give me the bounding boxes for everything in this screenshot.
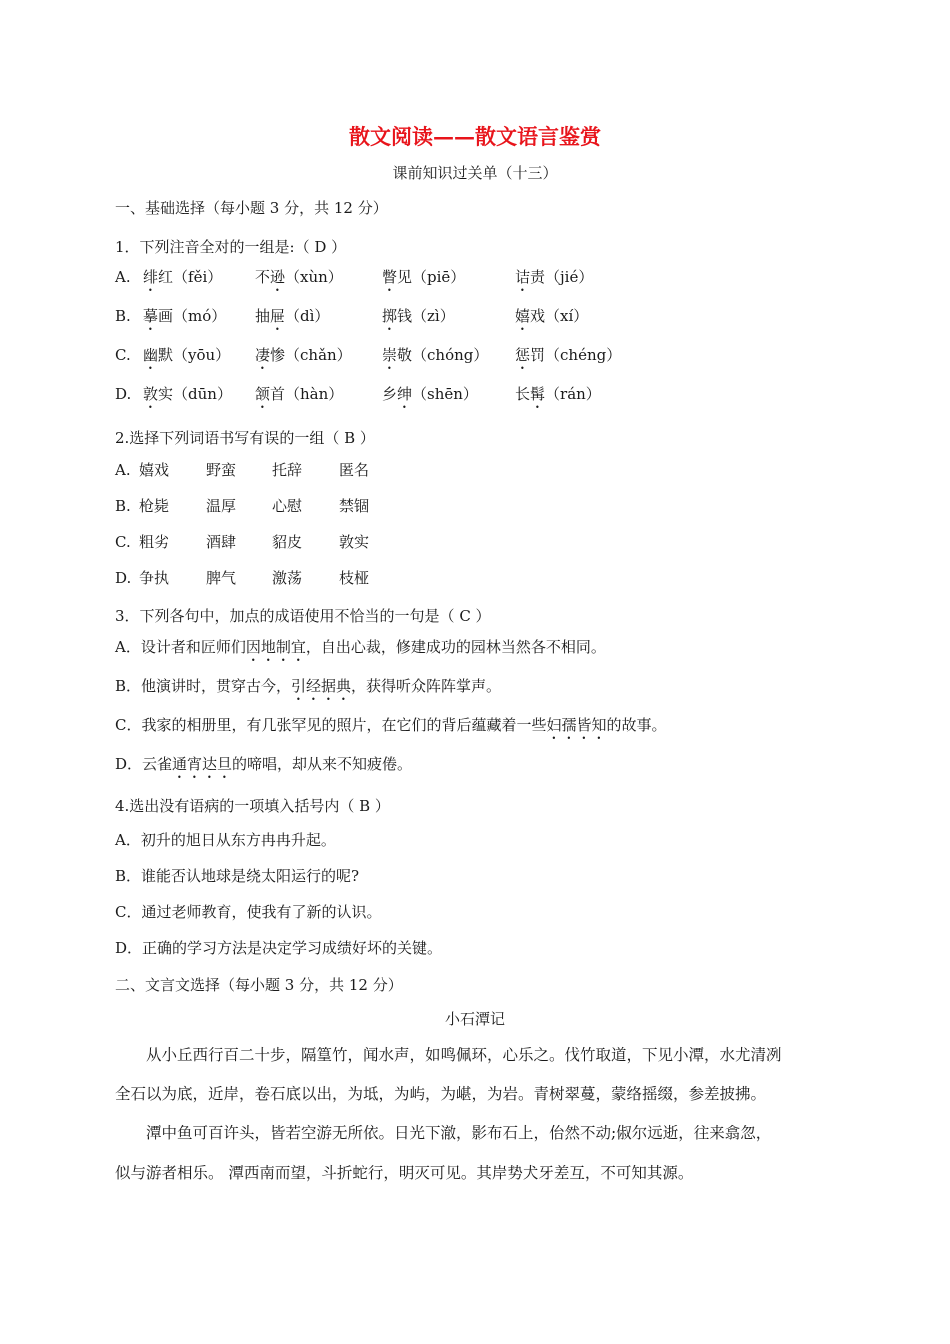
item-suffix: （shēn） <box>412 385 478 403</box>
sentence-suffix: 的故事。 <box>606 716 667 734</box>
sentence-suffix: 的啼唱，却从来不知疲倦。 <box>232 755 413 773</box>
item-prefix: 长 <box>515 385 531 403</box>
item-suffix: 画（mó） <box>158 307 227 325</box>
pinyin-item <box>382 266 465 295</box>
item-suffix: 实（dūn） <box>158 385 232 403</box>
pinyin-item <box>143 383 232 412</box>
dotted-character: 颔 <box>255 385 271 403</box>
dotted-character: 掷 <box>382 307 398 325</box>
dotted-character: 绯 <box>143 268 159 286</box>
sentence-option <box>115 753 412 782</box>
item-suffix: 惨（chǎn） <box>270 346 352 364</box>
pinyin-item <box>515 344 621 373</box>
pinyin-item <box>515 305 588 334</box>
pinyin-item <box>255 344 352 373</box>
item-suffix: 钱（zì） <box>397 307 455 325</box>
pinyin-item <box>515 266 593 295</box>
passage-line: 潭中鱼可百许头，皆若空游无所依。日光下澈，影布石上，佁然不动;俶尔远逝，往来翕忽， <box>146 1124 772 1142</box>
dotted-character: 屉 <box>270 307 286 325</box>
passage-title: 小石潭记 <box>444 1010 505 1028</box>
word-item: 温厚 <box>206 497 237 515</box>
question-4-stem: 4.选出没有语病的一项填入括号内（ B ） <box>115 797 390 815</box>
word-item: 激荡 <box>272 569 303 587</box>
item-prefix: 不 <box>255 268 271 286</box>
item-suffix: （rán） <box>545 385 601 403</box>
dotted-character: 摹 <box>143 307 159 325</box>
item-suffix: 责（jié） <box>530 268 594 286</box>
dotted-character: 幽 <box>143 346 159 364</box>
page-title: 散文阅读——散文语言鉴赏 <box>349 124 601 149</box>
pinyin-item <box>382 344 488 373</box>
option-label: B. <box>115 497 131 515</box>
sentence-suffix: ，获得听众阵阵掌声。 <box>351 677 502 695</box>
question-1-stem: 1．下列注音全对的一组是:（ D ） <box>115 238 347 256</box>
word-item: 貂皮 <box>272 533 303 551</box>
word-item: 心慰 <box>272 497 303 515</box>
dotted-character: 嬉 <box>515 307 531 325</box>
section-heading-classical: 二、文言文选择（每小题 3 分，共 12 分） <box>115 976 403 994</box>
option-label: A. <box>115 268 131 286</box>
pinyin-item <box>255 305 329 334</box>
word-item: 野蛮 <box>206 461 237 479</box>
dotted-character: 绅 <box>397 385 413 403</box>
item-suffix: （xùn） <box>285 268 343 286</box>
sentence-option <box>115 636 606 665</box>
dotted-character: 诘 <box>515 268 531 286</box>
pinyin-item <box>255 266 343 295</box>
sentence-prefix: C．我家的相册里，有几张罕见的照片，在它们的背后蕴藏着一些 <box>115 716 547 734</box>
dotted-character: 髯 <box>530 385 546 403</box>
sentence-option <box>115 675 501 704</box>
option-label: B. <box>115 307 131 325</box>
option-label: D. <box>115 385 132 403</box>
dotted-character: 敦 <box>143 385 159 403</box>
item-suffix: 戏（xí） <box>530 307 589 325</box>
sentence-option: C．通过老师教育，使我有了新的认识。 <box>115 903 382 921</box>
section-heading-basic: 一、基础选择（每小题 3 分，共 12 分） <box>115 199 388 217</box>
sentence-suffix: ，自出心裁，修建成功的园林当然各不相同。 <box>305 638 606 656</box>
passage-line: 似与游者相乐。 潭西南而望，斗折蛇行，明灭可见。其岸势犬牙差互，不可知其源。 <box>115 1164 694 1182</box>
dotted-character: 凄 <box>255 346 271 364</box>
sentence-prefix: B．他演讲时，贯穿古今， <box>115 677 292 695</box>
item-prefix: 乡 <box>382 385 398 403</box>
word-item: 敦实 <box>339 533 370 551</box>
pinyin-item <box>143 305 226 334</box>
dotted-character: 崇 <box>382 346 398 364</box>
pinyin-item <box>382 383 478 412</box>
option-label: D. <box>115 569 132 587</box>
pinyin-item <box>382 305 455 334</box>
dotted-character: 瞥 <box>382 268 398 286</box>
word-item: 枪毙 <box>139 497 170 515</box>
passage-line: 从小丘西行百二十步，隔篁竹，闻水声，如鸣佩环，心乐之。伐竹取道，下见小潭，水尤清冽 <box>146 1046 782 1064</box>
word-item: 酒肆 <box>206 533 237 551</box>
question-2-stem: 2.选择下列词语书写有误的一组（ B ） <box>115 429 375 447</box>
dotted-character: 逊 <box>270 268 286 286</box>
word-item: 托辞 <box>272 461 303 479</box>
passage-line: 全石以为底，近岸，卷石底以出，为坻，为屿，为嵁，为岩。青树翠蔓，蒙络摇缀，参差披拂。 <box>115 1085 767 1103</box>
word-item: 嬉戏 <box>139 461 170 479</box>
option-label: A. <box>115 461 131 479</box>
word-item: 脾气 <box>206 569 237 587</box>
sentence-option: A．初升的旭日从东方冉冉升起。 <box>115 831 336 849</box>
item-suffix: 首（hàn） <box>270 385 344 403</box>
item-prefix: 抽 <box>255 307 271 325</box>
item-suffix: 默（yōu） <box>158 346 231 364</box>
word-item: 禁锢 <box>339 497 370 515</box>
word-item: 匿名 <box>339 461 370 479</box>
sentence-option: D．正确的学习方法是决定学习成绩好坏的关键。 <box>115 939 443 957</box>
word-item: 争执 <box>139 569 170 587</box>
page-subtitle: 课前知识过关单（十三） <box>392 164 558 182</box>
item-suffix: （dì） <box>285 307 330 325</box>
sentence-prefix: A．设计者和匠师们 <box>115 638 246 656</box>
dotted-character: 惩 <box>515 346 531 364</box>
sentence-option <box>115 714 667 743</box>
dotted-idiom: 引经据典 <box>291 677 352 695</box>
sentence-prefix: D．云雀 <box>115 755 173 773</box>
dotted-idiom: 因地制宜 <box>245 638 306 656</box>
item-suffix: 红（fěi） <box>158 268 223 286</box>
item-suffix: 见（piē） <box>397 268 466 286</box>
pinyin-item <box>255 383 343 412</box>
dotted-idiom: 妇孺皆知 <box>546 716 607 734</box>
dotted-idiom: 通宵达旦 <box>172 755 233 773</box>
option-label: C. <box>115 533 131 551</box>
pinyin-item <box>515 383 601 412</box>
pinyin-item <box>143 344 230 373</box>
question-3-stem: 3．下列各句中，加点的成语使用不恰当的一句是（ C ） <box>115 607 491 625</box>
item-suffix: 敬（chóng） <box>397 346 489 364</box>
word-item: 枝桠 <box>339 569 370 587</box>
sentence-option: B．谁能否认地球是绕太阳运行的呢? <box>115 867 360 885</box>
option-label: C. <box>115 346 131 364</box>
pinyin-item <box>143 266 222 295</box>
word-item: 粗劣 <box>139 533 170 551</box>
item-suffix: 罚（chéng） <box>530 346 622 364</box>
